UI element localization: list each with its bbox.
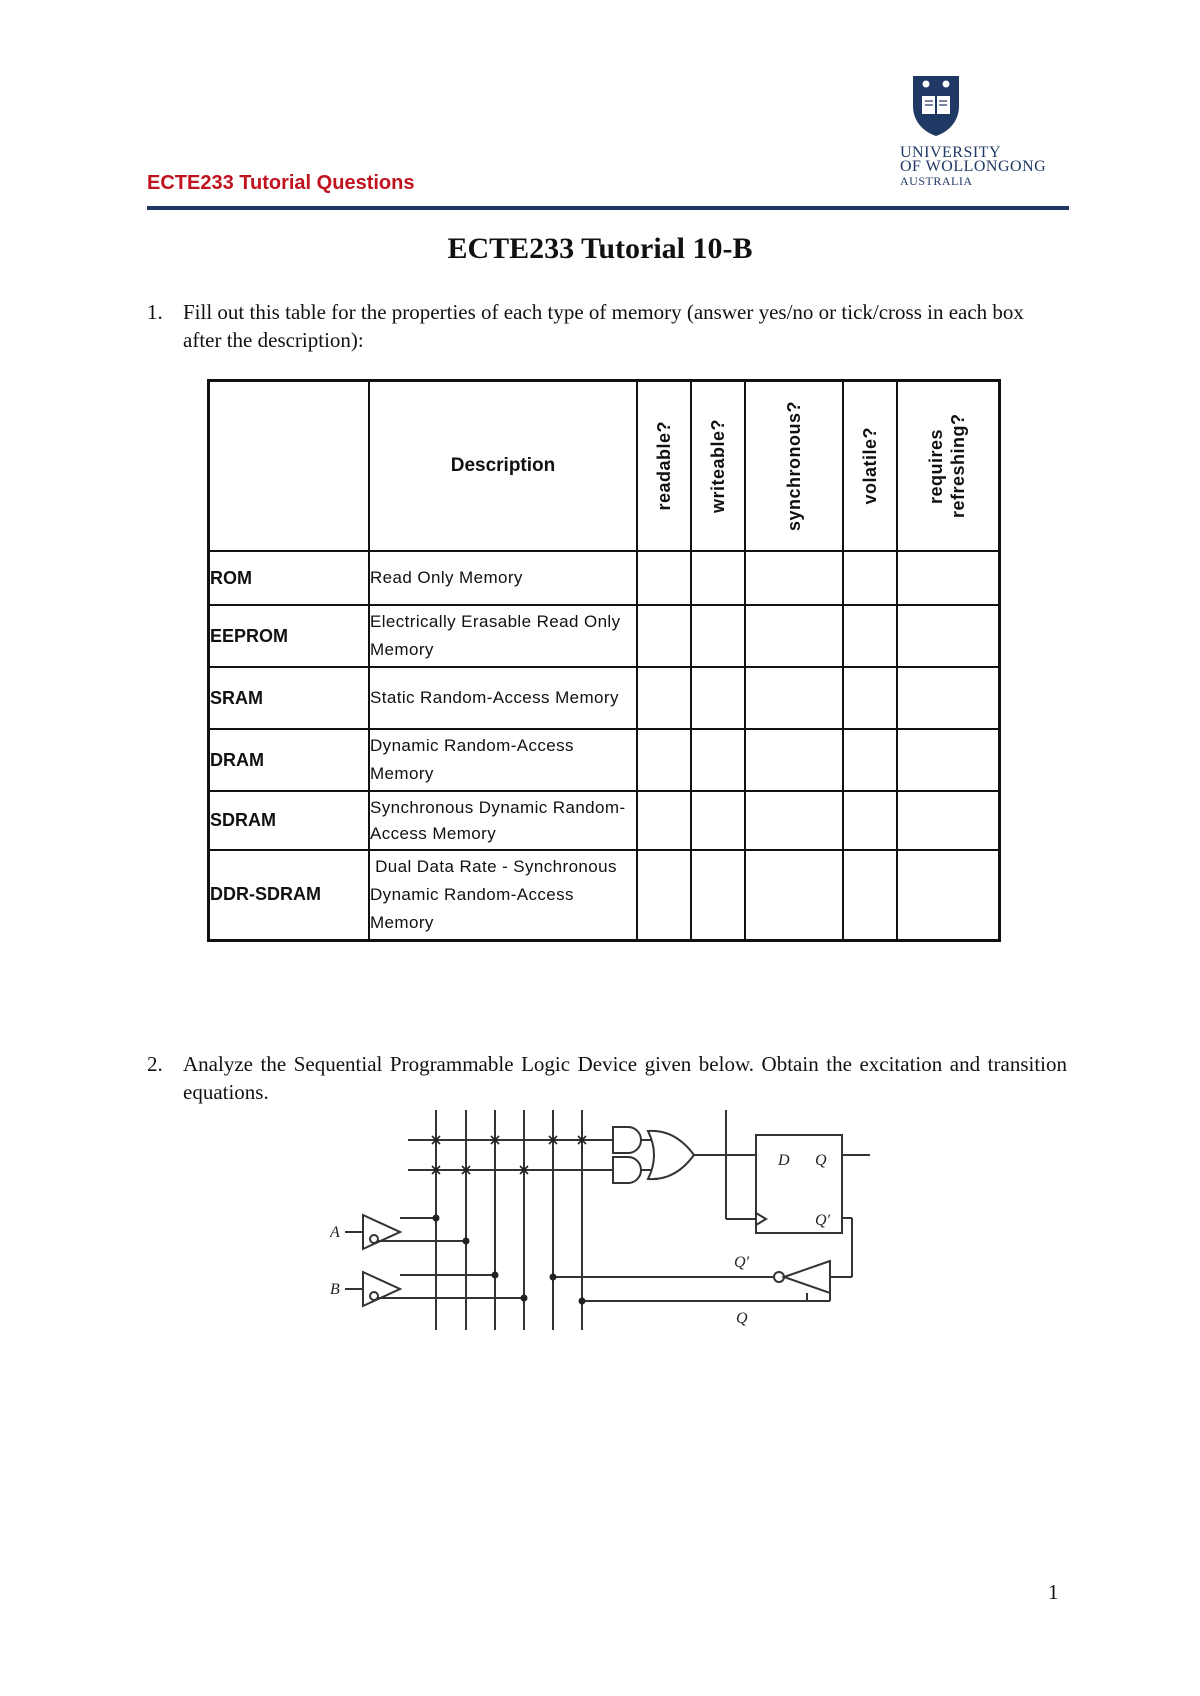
answer-cell[interactable] bbox=[897, 791, 1000, 850]
row-description: Dynamic Random-Access Memory bbox=[369, 729, 637, 791]
table-header-refreshing-label: requires refreshing? bbox=[926, 413, 968, 519]
table-row bbox=[209, 791, 1000, 850]
answer-cell[interactable] bbox=[745, 729, 843, 791]
input-buffer-b bbox=[363, 1272, 400, 1306]
question-1-number: 1. bbox=[147, 300, 163, 324]
answer-cell[interactable] bbox=[691, 791, 745, 850]
answer-cell[interactable] bbox=[691, 729, 745, 791]
answer-cell[interactable] bbox=[843, 551, 897, 605]
answer-cell[interactable] bbox=[897, 850, 1000, 940]
answer-cell[interactable] bbox=[745, 551, 843, 605]
header-divider bbox=[147, 206, 1069, 210]
answer-cell[interactable] bbox=[897, 605, 1000, 667]
answer-cell[interactable] bbox=[691, 551, 745, 605]
answer-cell[interactable] bbox=[745, 791, 843, 850]
answer-cell[interactable] bbox=[843, 667, 897, 729]
answer-cell[interactable] bbox=[745, 605, 843, 667]
answer-cell[interactable] bbox=[897, 551, 1000, 605]
row-description: Read Only Memory bbox=[369, 551, 637, 605]
answer-cell[interactable] bbox=[843, 729, 897, 791]
university-name-line3: AUSTRALIA bbox=[900, 174, 973, 188]
feedback-buffer bbox=[784, 1261, 830, 1293]
table-header-writeable bbox=[691, 381, 745, 552]
row-name: ROM bbox=[209, 551, 370, 605]
row-name: SDRAM bbox=[209, 791, 370, 850]
answer-cell[interactable] bbox=[637, 551, 691, 605]
answer-cell[interactable] bbox=[897, 729, 1000, 791]
question-2-number: 2. bbox=[147, 1052, 163, 1076]
answer-cell[interactable] bbox=[691, 667, 745, 729]
table-row bbox=[209, 729, 1000, 791]
and-gate-1 bbox=[613, 1127, 641, 1153]
table-header-readable bbox=[637, 381, 691, 552]
input-b-label: B bbox=[330, 1281, 340, 1298]
row-description: Electrically Erasable Read Only Memory bbox=[369, 605, 637, 667]
table-header-volatile bbox=[843, 381, 897, 552]
row-name: DDR-SDRAM bbox=[209, 850, 370, 940]
table-row bbox=[209, 850, 1000, 940]
table-header-synchronous-label: synchronous? bbox=[784, 400, 804, 531]
table-header-row bbox=[209, 381, 1000, 552]
university-name bbox=[900, 146, 1046, 188]
university-name-line1: UNIVERSITY bbox=[900, 144, 1001, 161]
page-number: 1 bbox=[1048, 1580, 1059, 1604]
row-name: DRAM bbox=[209, 729, 370, 791]
input-buffer-a bbox=[363, 1215, 400, 1249]
feedback-qbar-label: Q′ bbox=[734, 1254, 750, 1271]
table-header-writeable-label: writeable? bbox=[708, 418, 728, 514]
answer-cell[interactable] bbox=[637, 605, 691, 667]
university-logo bbox=[900, 72, 1060, 202]
page-title: ECTE233 Tutorial 10-B bbox=[447, 232, 753, 265]
table-row bbox=[209, 605, 1000, 667]
university-name-line2: OF WOLLONGONG bbox=[900, 158, 1047, 175]
answer-cell[interactable] bbox=[897, 667, 1000, 729]
table-row bbox=[209, 667, 1000, 729]
answer-cell[interactable] bbox=[843, 791, 897, 850]
sequential-pld-diagram bbox=[330, 1105, 930, 1335]
input-a-label: A bbox=[330, 1224, 340, 1241]
answer-cell[interactable] bbox=[637, 791, 691, 850]
question-1-text: Fill out this table for the properties of each type of memory (answer yes/no or tick/cross in each box after the description): bbox=[183, 300, 1024, 352]
clock-triangle bbox=[756, 1213, 766, 1225]
table-header-synchronous bbox=[745, 381, 843, 552]
feedback-q-label: Q bbox=[736, 1310, 748, 1327]
question-2 bbox=[147, 1050, 1067, 1106]
table-header-readable-label: readable? bbox=[654, 421, 674, 511]
and-gate-2 bbox=[613, 1157, 641, 1183]
table-header-refreshing bbox=[897, 381, 1000, 552]
row-description: Dual Data Rate - Synchronous Dynamic Random-Access Memory bbox=[369, 850, 637, 940]
table-header-description: Description bbox=[369, 381, 637, 552]
row-name: SRAM bbox=[209, 667, 370, 729]
row-name: EEPROM bbox=[209, 605, 370, 667]
crest-icon bbox=[910, 72, 962, 138]
table-row bbox=[209, 551, 1000, 605]
answer-cell[interactable] bbox=[637, 667, 691, 729]
answer-cell[interactable] bbox=[843, 605, 897, 667]
answer-cell[interactable] bbox=[691, 850, 745, 940]
answer-cell[interactable] bbox=[637, 850, 691, 940]
answer-cell[interactable] bbox=[745, 667, 843, 729]
header-course-label: ECTE233 Tutorial Questions bbox=[147, 172, 415, 194]
ff-qbar-label: Q′ bbox=[815, 1212, 831, 1229]
row-description: Synchronous Dynamic Random-Access Memory bbox=[369, 791, 637, 850]
table-header-empty bbox=[209, 381, 370, 552]
row-description: Static Random-Access Memory bbox=[369, 667, 637, 729]
ff-q-label: Q bbox=[815, 1152, 827, 1169]
answer-cell[interactable] bbox=[843, 850, 897, 940]
question-2-text: Analyze the Sequential Programmable Logic Device given below. Obtain the excitation and transition equations. bbox=[183, 1052, 1067, 1104]
answer-cell[interactable] bbox=[637, 729, 691, 791]
question-1 bbox=[147, 298, 1067, 354]
answer-cell[interactable] bbox=[691, 605, 745, 667]
ff-d-label: D bbox=[778, 1152, 790, 1169]
table-header-volatile-label: volatile? bbox=[860, 427, 880, 505]
memory-properties-table bbox=[207, 379, 1001, 942]
or-gate bbox=[648, 1131, 694, 1179]
answer-cell[interactable] bbox=[745, 850, 843, 940]
